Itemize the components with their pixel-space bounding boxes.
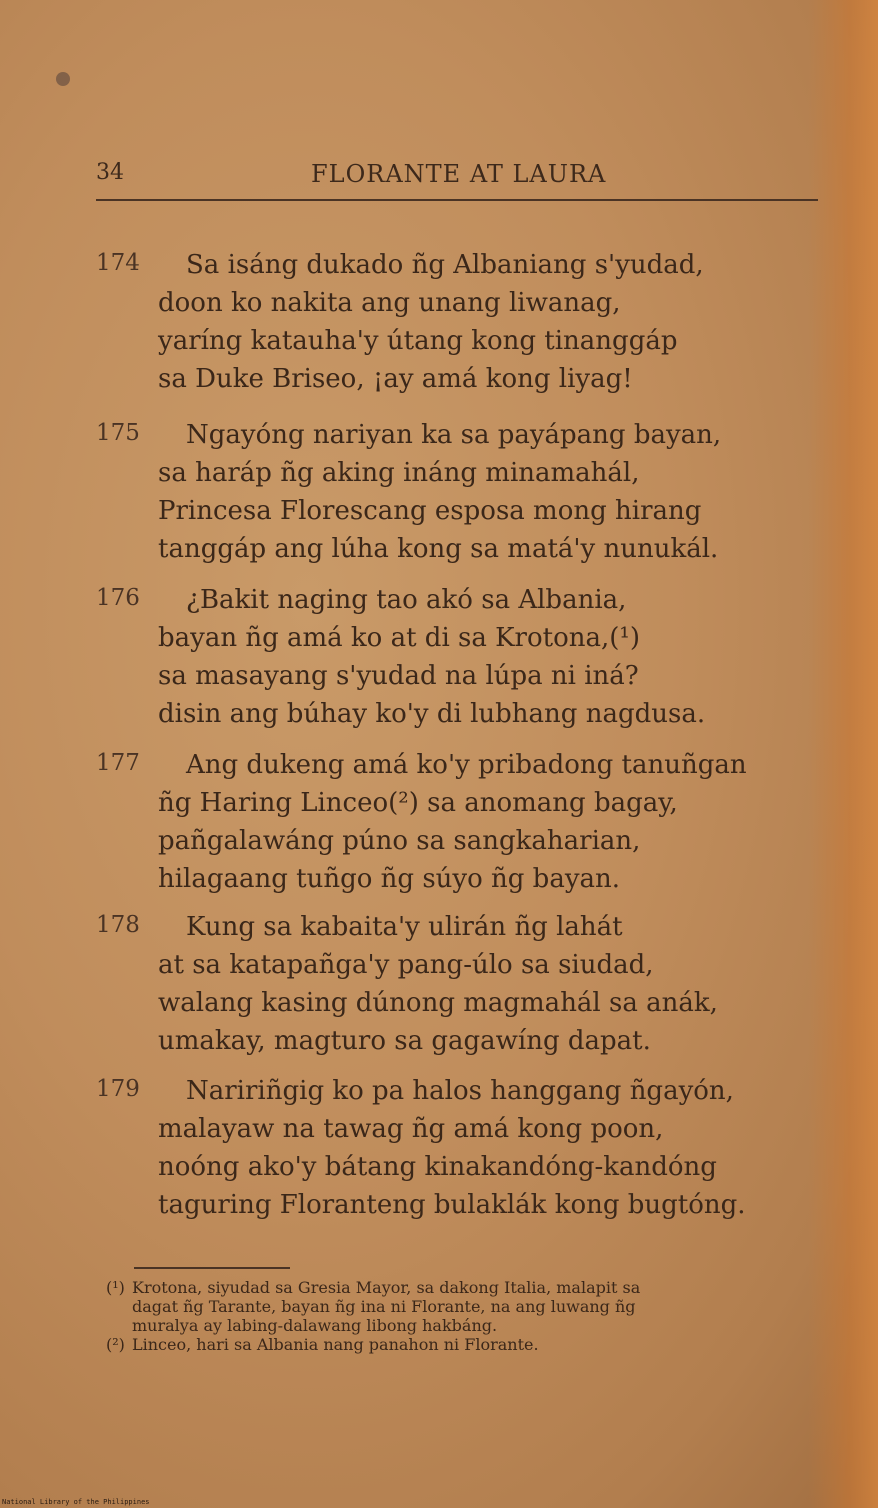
verse-line: umakay, magturo sa gagawíng dapat.	[158, 1026, 651, 1056]
verse-line: doon ko nakita ang unang liwanag,	[158, 288, 621, 318]
verse-line: Ngayóng nariyan ka sa payápang bayan,	[186, 420, 722, 450]
running-title: FLORANTE AT LAURA	[311, 160, 607, 188]
stanza-number: 179	[96, 1076, 140, 1102]
verse-line: Naririñgig ko pa halos hanggang ñgayón,	[186, 1076, 734, 1106]
footnote-2	[96, 1335, 816, 1354]
footnote-line: dagat ñg Tarante, bayan ñg ina ni Florante, na ang luwang ñg	[132, 1297, 636, 1316]
footnote-rule	[134, 1267, 290, 1269]
verse-line: hilagaang tuñgo ñg súyo ñg bayan.	[158, 864, 621, 894]
stanza-number: 174	[96, 250, 140, 276]
stanza-number: 177	[96, 750, 140, 776]
verse-line: walang kasing dúnong magmahál sa anák,	[158, 988, 718, 1018]
ink-speck	[56, 72, 70, 86]
footnote-mark: (¹)	[106, 1278, 125, 1297]
page-number: 34	[96, 160, 124, 185]
verse-line: tanggáp ang lúha kong sa matá'y nunukál.	[158, 534, 719, 564]
verse-line: Kung sa kabaita'y ulirán ñg lahát	[186, 912, 623, 942]
footnote-line: Linceo, hari sa Albania nang panahon ni Florante.	[132, 1335, 539, 1354]
stanza-number: 176	[96, 585, 140, 611]
page-header	[96, 160, 818, 200]
verse-line: pañgalawáng púno sa sangkaharian,	[158, 826, 641, 856]
stanza-number: 178	[96, 912, 140, 938]
verse-line: Ang dukeng amá ko'y pribadong tanuñgan	[186, 750, 747, 780]
header-rule	[96, 199, 818, 201]
verse-line: taguring Floranteng bulaklák kong bugtóng.	[158, 1190, 746, 1220]
page-edge-shadow	[808, 0, 878, 1508]
verse-line: noóng ako'y bátang kinakandóng-kandóng	[158, 1152, 717, 1182]
footnotes	[96, 1278, 816, 1354]
verse-line: disin ang búhay ko'y di lubhang nagdusa.	[158, 699, 706, 729]
verse-line: ¿Bakit naging tao akó sa Albania,	[186, 585, 627, 615]
library-credit: National Library of the Philippines	[2, 1498, 150, 1506]
footnote-mark: (²)	[106, 1335, 125, 1354]
verse-line: Princesa Florescang esposa mong hirang	[158, 496, 702, 526]
footnote-1	[96, 1278, 816, 1335]
footnote-line: muralya ay labing-dalawang libong hakbáng.	[132, 1316, 498, 1335]
footnote-line: Krotona, siyudad sa Gresia Mayor, sa dakong Italia, malapit sa	[132, 1278, 641, 1297]
verse-line: at sa katapañga'y pang-úlo sa siudad,	[158, 950, 654, 980]
stanza-number: 175	[96, 420, 140, 446]
verse-line: sa masayang s'yudad na lúpa ni iná?	[158, 661, 639, 691]
verse-line: yaríng katauha'y útang kong tinanggáp	[158, 326, 678, 356]
verse-line: ñg Haring Linceo(²) sa anomang bagay,	[158, 788, 678, 818]
verse-line: bayan ñg amá ko at di sa Krotona,(¹)	[158, 623, 640, 653]
verse-line: sa haráp ñg aking ináng minamahál,	[158, 458, 640, 488]
verse-line: sa Duke Briseo, ¡ay amá kong liyag!	[158, 364, 633, 394]
verse-line: malayaw na tawag ñg amá kong poon,	[158, 1114, 664, 1144]
verse-line: Sa isáng dukado ñg Albaniang s'yudad,	[186, 250, 704, 280]
